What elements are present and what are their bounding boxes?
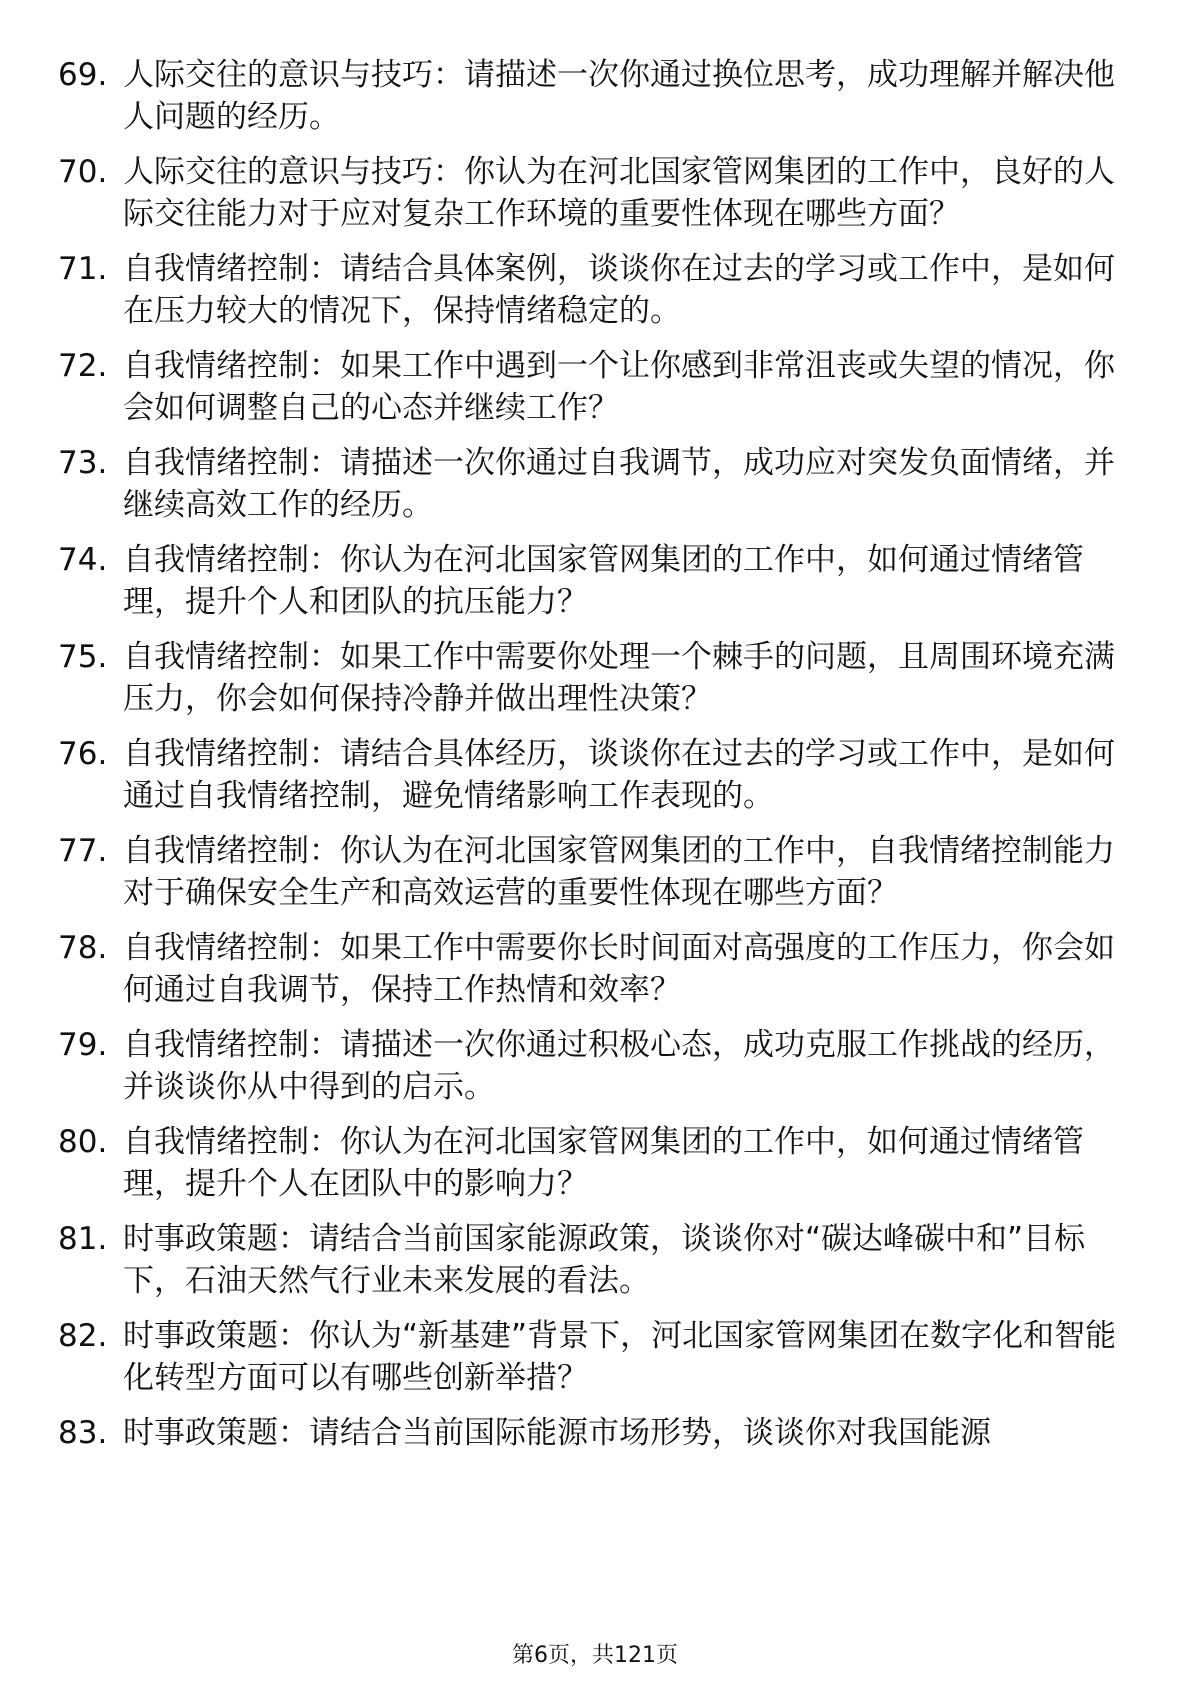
list-item [0,345,1190,429]
item-text: 时事政策题：你认为“新基建”背景下，河北国家管网集团在数字化和智能化转型方面可以有哪些创新举措？ [123,1318,1117,1396]
item-text: 自我情绪控制：请结合具体案例，谈谈你在过去的学习或工作中，是如何在压力较大的情况下，保持情绪稳定的。 [123,251,1115,329]
list-item [0,1412,1190,1454]
list-item [0,54,1190,138]
item-number: 72. [58,348,108,384]
list-item [0,248,1190,332]
item-number: 78. [58,930,108,966]
item-text: 人际交往的意识与技巧：你认为在河北国家管网集团的工作中，良好的人际交往能力对于应对复杂工作环境的重要性体现在哪些方面？ [123,154,1115,232]
list-item [0,151,1190,235]
list-item [0,1024,1190,1108]
list-item [0,927,1190,1011]
page-footer: 第6页，共121页 [512,1643,678,1668]
item-number: 74. [58,542,108,578]
item-text: 自我情绪控制：请描述一次你通过自我调节，成功应对突发负面情绪，并继续高效工作的经历。 [123,445,1115,523]
item-number: 69. [58,57,108,93]
item-number: 81. [58,1221,108,1257]
item-text: 自我情绪控制：你认为在河北国家管网集团的工作中，如何通过情绪管理，提升个人在团队中的影响力？ [123,1124,1084,1202]
item-number: 75. [58,639,108,675]
list-item [0,636,1190,720]
list-item [0,539,1190,623]
item-text: 自我情绪控制：请描述一次你通过积极心态，成功克服工作挑战的经历，并谈谈你从中得到的启示。 [123,1027,1115,1105]
item-number: 76. [58,736,108,772]
item-text: 自我情绪控制：你认为在河北国家管网集团的工作中，如何通过情绪管理，提升个人和团队的抗压能力？ [123,542,1084,620]
item-number: 83. [58,1415,108,1451]
list-item [0,1218,1190,1302]
item-text: 自我情绪控制：请结合具体经历，谈谈你在过去的学习或工作中，是如何通过自我情绪控制，避免情绪影响工作表现的。 [123,736,1115,814]
list-item [0,442,1190,526]
item-text: 时事政策题：请结合当前国际能源市场形势，谈谈你对我国能源 [123,1415,991,1451]
item-text: 自我情绪控制：你认为在河北国家管网集团的工作中，自我情绪控制能力对于确保安全生产和高效运营的重要性体现在哪些方面？ [123,833,1115,911]
item-text: 自我情绪控制：如果工作中需要你长时间面对高强度的工作压力，你会如何通过自我调节，保持工作热情和效率？ [123,930,1115,1008]
item-number: 82. [58,1318,108,1354]
item-text: 自我情绪控制：如果工作中遇到一个让你感到非常沮丧或失望的情况，你会如何调整自己的心态并继续工作？ [123,348,1115,426]
list-item [0,830,1190,914]
item-number: 79. [58,1027,108,1063]
item-text: 时事政策题：请结合当前国家能源政策，谈谈你对“碳达峰碳中和”目标下，石油天然气行业未来发展的看法。 [123,1221,1086,1299]
item-number: 71. [58,251,108,287]
item-number: 77. [58,833,108,869]
item-text: 人际交往的意识与技巧：请描述一次你通过换位思考，成功理解并解决他人问题的经历。 [123,57,1115,135]
item-number: 80. [58,1124,108,1160]
item-text: 自我情绪控制：如果工作中需要你处理一个棘手的问题，且周围环境充满压力，你会如何保持冷静并做出理性决策？ [123,639,1115,717]
item-number: 70. [58,154,108,190]
question-list [0,54,1190,1467]
list-item [0,1121,1190,1205]
item-number: 73. [58,445,108,481]
list-item [0,733,1190,817]
list-item [0,1315,1190,1399]
